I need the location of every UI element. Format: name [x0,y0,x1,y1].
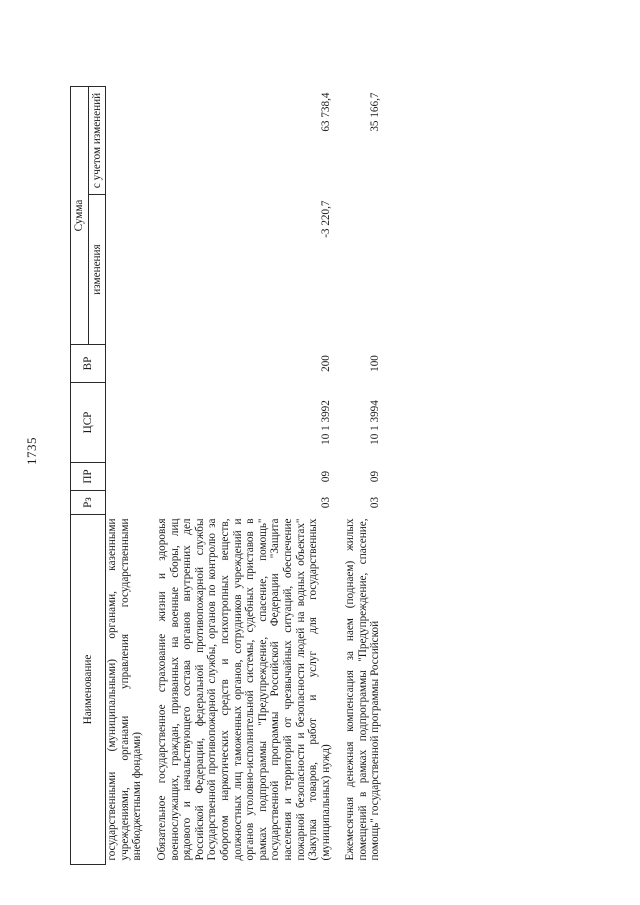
table-row [154,87,342,865]
row-total [106,87,154,195]
row-vr: 100 [369,355,382,372]
row-vr: 200 [319,355,332,372]
row-change [106,195,154,345]
header-name: Наименование [71,515,106,865]
row-vr [106,345,154,383]
header-with-changes: с учетом изменений [88,87,106,195]
table-row [106,87,154,865]
row-name: государственными (муниципальными) органами, казенными учреждениями, органами управления государственными внебюджетными фондами) [106,518,144,861]
row-total: 63 738,4 [319,92,332,132]
row-rz: 03 [369,496,382,509]
row-rz: 03 [319,496,332,509]
row-csr: 10 1 3992 [319,400,332,445]
header-csr: ЦСР [71,383,106,463]
row-pr [106,463,154,491]
row-total: 35 166,7 [369,92,382,132]
table-row [342,87,392,865]
row-change [342,195,392,345]
row-csr: 10 1 3994 [369,400,382,445]
header-vr: ВР [71,345,106,383]
budget-table [70,86,392,865]
page-number: 1735 [24,437,39,465]
row-change: -3 220,7 [319,200,332,238]
header-sum: Сумма [71,87,89,345]
header-pr: ПР [71,463,106,491]
header-rz: Рз [71,491,106,515]
row-pr: 09 [319,470,332,483]
row-name: Ежемесячная денежная компенсация за наем (поднаем) жилых помещений в рамках подпрограммы "Предупреждение, спасение, помощь" государственной программы Российской [344,518,382,861]
row-rz [106,491,154,515]
row-csr [106,383,154,463]
row-name: Обязательное государственное страхование жизни и здоровья военнослужащих, граждан, призванных на военные сборы, лиц рядового и начальствующего состава органов внутренних дел Российской Федерации, федеральной противопожарной службы Государственной противопожарной службы, органов по контролю за оборотом наркотических средств и психотропных веществ, должностных лиц таможенных органов, сотрудников учреждений и органов уголовно-исполнительной системы, судебных приставов в рамках подпрограммы "Предупреждение, спасение, помощь" государственной программы Российской Федерации "Защита населения и территорий от чрезвычайных ситуаций, обеспечение пожарной безопасности и безопасности людей на водных объектах" (Закупка товаров, работ и услуг для государственных (муниципальных) нужд) [155,518,332,861]
row-pr: 09 [369,470,382,483]
header-change: изменения [88,195,106,345]
header-row-top [71,87,89,865]
